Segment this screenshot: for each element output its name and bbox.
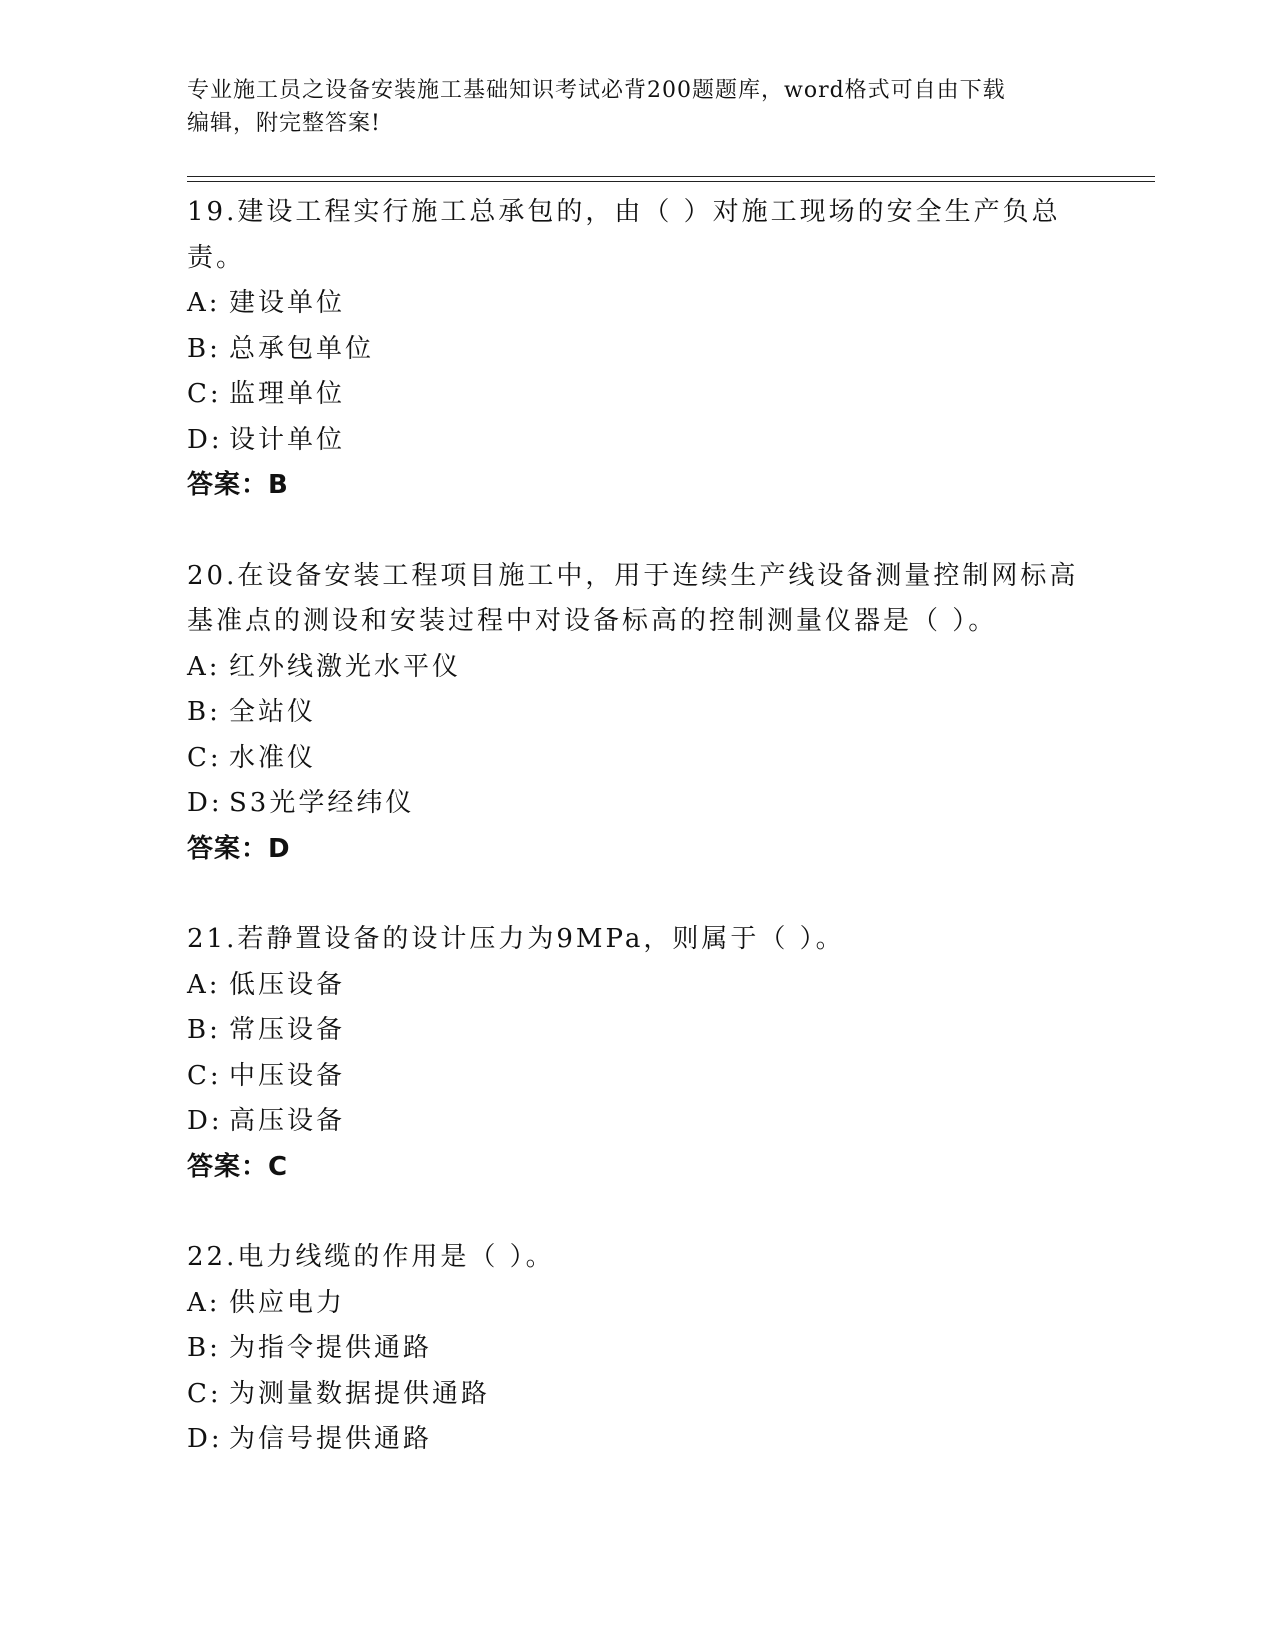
option-text: S3光学经纬仪: [229, 788, 415, 818]
option-text: 高压设备: [229, 1106, 346, 1136]
option-key: B:: [187, 1333, 221, 1363]
option-a: [187, 963, 1087, 1009]
header-divider-bottom: [187, 181, 1155, 182]
option-key: A:: [187, 1287, 221, 1318]
option-key: A:: [187, 969, 221, 1000]
option-text: 为指令提供通路: [229, 1333, 433, 1363]
option-c: [187, 1372, 1087, 1418]
option-text: 为信号提供通路: [229, 1424, 433, 1454]
option-key: A:: [187, 651, 221, 682]
question-stem: 21.若静置设备的设计压力为9MPa，则属于（ ）。: [187, 924, 845, 954]
option-d: [187, 1417, 1087, 1463]
option-key: D:: [187, 1424, 223, 1454]
option-d: [187, 1099, 1087, 1145]
option-b: [187, 1008, 1087, 1054]
header-line-2: 编辑，附完整答案!: [187, 111, 381, 136]
option-key: D:: [187, 788, 223, 818]
option-text: 供应电力: [229, 1287, 346, 1318]
option-key: A:: [187, 288, 221, 318]
option-a: [187, 281, 1087, 327]
question-20: [187, 554, 1087, 873]
option-key: D:: [187, 424, 223, 455]
question-stem: 22.电力线缆的作用是（ ）。: [187, 1242, 555, 1272]
option-text: 总承包单位: [229, 333, 375, 364]
question-stem: 20.在设备安装工程项目施工中，用于连续生产线设备测量控制网标高基准点的测设和安装过程中对设备标高的控制测量仪器是（ ）。: [187, 560, 1079, 636]
option-text: 设计单位: [229, 424, 346, 455]
option-d: [187, 418, 1087, 464]
option-text: 水准仪: [229, 742, 317, 773]
option-b: [187, 690, 1087, 736]
option-key: B:: [187, 1015, 221, 1045]
question-22: [187, 1235, 1087, 1463]
option-key: B:: [187, 333, 221, 364]
option-text: 监理单位: [229, 379, 346, 409]
option-text: 为测量数据提供通路: [229, 1378, 491, 1409]
option-key: C:: [187, 742, 222, 773]
option-c: [187, 736, 1087, 782]
option-a: [187, 645, 1087, 691]
option-text: 红外线激光水平仪: [229, 651, 462, 682]
document-header: [187, 74, 1087, 140]
option-d: [187, 781, 1087, 827]
option-b: [187, 1326, 1087, 1372]
option-key: C:: [187, 1378, 222, 1409]
option-text: 全站仪: [229, 697, 317, 727]
question-stem: 19.建设工程实行施工总承包的，由（ ）对施工现场的安全生产负总责。: [187, 197, 1061, 273]
option-c: [187, 1054, 1087, 1100]
answer-line: 答案：D: [187, 833, 291, 864]
option-b: [187, 327, 1087, 373]
option-key: C:: [187, 379, 222, 409]
option-text: 中压设备: [229, 1060, 346, 1091]
option-text: 常压设备: [229, 1015, 346, 1045]
option-text: 低压设备: [229, 969, 346, 1000]
question-list: [187, 190, 1087, 1463]
option-text: 建设单位: [229, 288, 346, 318]
option-key: D:: [187, 1106, 223, 1136]
option-a: [187, 1281, 1087, 1327]
option-c: [187, 372, 1087, 418]
option-key: B:: [187, 697, 221, 727]
answer-line: 答案：B: [187, 470, 289, 500]
header-line-1: 专业施工员之设备安装施工基础知识考试必背200题题库，word格式可自由下载: [187, 78, 1006, 103]
question-21: [187, 917, 1087, 1190]
question-19: [187, 190, 1087, 509]
option-key: C:: [187, 1060, 222, 1091]
header-divider-top: [187, 176, 1155, 177]
answer-line: 答案：C: [187, 1151, 289, 1182]
